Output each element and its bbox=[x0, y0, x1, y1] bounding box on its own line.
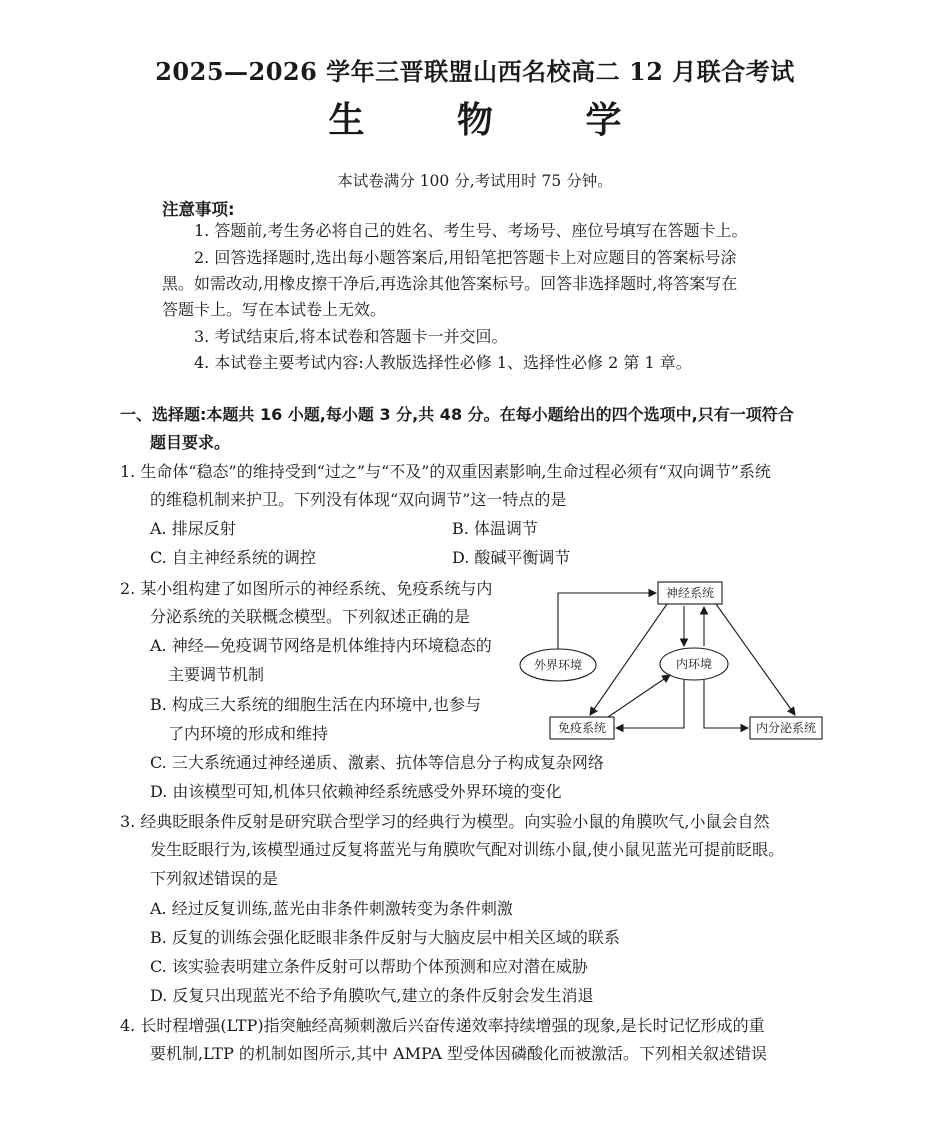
subject-title: 生 物 学 bbox=[328, 99, 662, 141]
notice-item: 4. 本试卷主要考试内容:人教版选择性必修 1、选择性必修 2 第 1 章。 bbox=[194, 353, 692, 372]
q2-option-b-cont: 了内环境的形成和维持 bbox=[168, 724, 329, 743]
q2-option-a-cont: 主要调节机制 bbox=[168, 665, 265, 684]
q3-option-c: C. 该实验表明建立条件反射可以帮助个体预测和应对潜在威胁 bbox=[150, 957, 588, 976]
section-heading: 一、选择题:本题共 16 小题,每小题 3 分,共 48 分。在每小题给出的四个选项中,只有一项符合 bbox=[120, 405, 794, 424]
arrow-nervous-to-endocrine bbox=[716, 604, 795, 715]
q2-option-d: D. 由该模型可知,机体只依赖神经系统感受外界环境的变化 bbox=[150, 782, 562, 801]
q2-option-a: A. 神经—免疫调节网络是机体维持内环境稳态的 bbox=[150, 636, 492, 655]
section-heading-cont: 题目要求。 bbox=[150, 433, 231, 452]
q3-stem: 3. 经典眨眼条件反射是研究联合型学习的经典行为模型。向实验小鼠的角膜吹气,小鼠会自然 bbox=[120, 812, 770, 831]
notice-item: 1. 答题前,考生务必将自己的姓名、考生号、考场号、座位号填写在答题卡上。 bbox=[194, 221, 748, 240]
q3-stem: 发生眨眼行为,该模型通过反复将蓝光与角膜吹气配对训练小鼠,使小鼠见蓝光可提前眨眼。 bbox=[150, 840, 785, 859]
q2-stem: 2. 某小组构建了如图所示的神经系统、免疫系统与内 bbox=[120, 579, 493, 598]
notice-heading: 注意事项: bbox=[162, 200, 235, 219]
q4-stem: 4. 长时程增强(LTP)指突触经高频刺激后兴奋传递效率持续增强的现象,是长时记忆形成的重 bbox=[120, 1016, 765, 1035]
q1-option-c: C. 自主神经系统的调控 bbox=[150, 548, 316, 567]
q3-option-d: D. 反复只出现蓝光不给予角膜吹气,建立的条件反射会发生消退 bbox=[150, 986, 594, 1005]
exam-intro: 本试卷满分 100 分,考试用时 75 分钟。 bbox=[337, 172, 613, 190]
arrow-internal-to-endocrine bbox=[704, 680, 748, 728]
q4-stem: 要机制,LTP 的机制如图所示,其中 AMPA 型受体因磷酸化而被激活。下列相关叙述错误 bbox=[150, 1044, 767, 1063]
q1-option-a: A. 排尿反射 bbox=[150, 519, 236, 538]
q3-option-b: B. 反复的训练会强化眨眼非条件反射与大脑皮层中相关区域的联系 bbox=[150, 928, 620, 947]
node-internal-label: 内环境 bbox=[675, 657, 713, 671]
q2-concept-diagram bbox=[512, 576, 830, 744]
notice-item: 2. 回答选择题时,选出每小题答案后,用铅笔把答题卡上对应题目的答案标号涂 bbox=[194, 248, 737, 267]
notice-item: 答题卡上。写在本试卷上无效。 bbox=[162, 300, 387, 319]
exam-title: 2025—2026 学年三晋联盟山西名校高二 12 月联合考试 bbox=[155, 57, 795, 86]
q3-stem: 下列叙述错误的是 bbox=[150, 869, 279, 888]
q2-option-b: B. 构成三大系统的细胞生活在内环境中,也参与 bbox=[150, 695, 482, 714]
node-endocrine-label: 内分泌系统 bbox=[755, 721, 817, 735]
q1-option-b: B. 体温调节 bbox=[452, 519, 538, 538]
notice-item: 3. 考试结束后,将本试卷和答题卡一并交回。 bbox=[194, 327, 508, 346]
arrow-internal-to-immune bbox=[616, 680, 684, 728]
q1-stem: 的维稳机制来护卫。下列没有体现“双向调节”这一特点的是 bbox=[150, 490, 567, 509]
arrow-nervous-to-immune bbox=[590, 604, 667, 715]
q2-option-c: C. 三大系统通过神经递质、激素、抗体等信息分子构成复杂网络 bbox=[150, 753, 604, 772]
q1-stem: 1. 生命体“稳态”的维持受到“过之”与“不及”的双重因素影响,生命过程必须有“双向调节”系统 bbox=[120, 462, 771, 481]
node-external-label: 外界环境 bbox=[533, 658, 583, 672]
arrow-immune-to-internal bbox=[608, 675, 670, 717]
q3-option-a: A. 经过反复训练,蓝光由非条件刺激转变为条件刺激 bbox=[150, 899, 513, 918]
node-immune-label: 免疫系统 bbox=[557, 721, 607, 735]
q2-stem: 分泌系统的关联概念模型。下列叙述正确的是 bbox=[150, 607, 471, 626]
notice-item: 黑。如需改动,用橡皮擦干净后,再选涂其他答案标号。回答非选择题时,将答案写在 bbox=[162, 274, 738, 293]
q1-option-d: D. 酸碱平衡调节 bbox=[452, 548, 571, 567]
node-nervous-label: 神经系统 bbox=[665, 586, 715, 600]
